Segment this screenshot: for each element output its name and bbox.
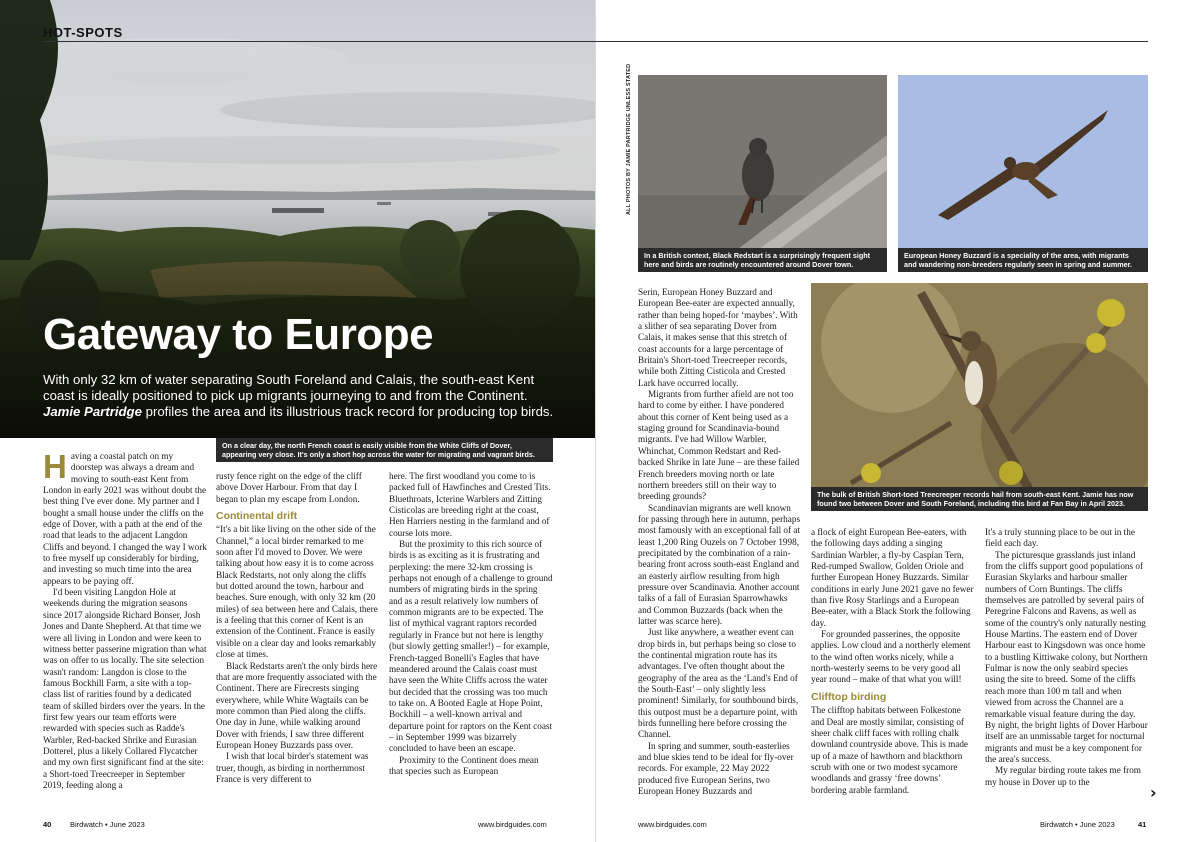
right-magazine-issue: Birdwatch • June 2023 [1040,820,1115,829]
body-paragraph: But the proximity to this rich source of birds is as exciting as it is frustrating and perplexing: the mere 32-km crossing is perhaps not enough of a challenge to ground numbers of migrating birds in the spring and as a result relatively low numbers of common migrants are to be expected. The list of mythical vagrant raptors recorded regularly in France but not here is lengthy (but slowly getting smaller!) – for example, French-tagged Bonelli's Eagles that have meandered around the Calais coast must have seen the White Cliffs across the water but decided that the crossing was too much to take on. A Booted Eagle at Hope Point, Bockhill – a well-known arrival and departure point for raptors on the Kent coast – in September 1999 was bizarrely concluded to have been an escape. [389,539,553,754]
body-paragraph: In spring and summer, south-easterlies and blue skies tend to be ideal for fly-over records. For example, 22 May 2022 produced five European Serins, two European Honey Buzzards and [638,740,794,797]
body-paragraph: a flock of eight European Bee-eaters, with the following days adding a singing Sardinian Warbler, a fly-by Caspian Tern, Red-rumped Swallow, Golden Oriole and further European Honey Buzzards. Similar conditions in early June 2021 gave no fewer than five Rosy Starlings and a European Bee-eater, with a Black Stork the following day. [811,527,974,628]
body-paragraph: My regular birding route takes me from my house in Dover up to the [985,765,1141,787]
standfirst-text: With only 32 km of water separating South Foreland and Calais, the south-east Kent coast is ideally positioned to pick up migrants journeying to and from the Continent. [43,372,535,403]
body-column-2 [216,471,380,807]
black-redstart-image [638,75,887,272]
body-paragraph: “It's a bit like living on the other side of the Channel,” a local birder remarked to me soon after I'd moved to Dover. We were talking about how easy it is to come across Black Redstarts, not only along the cliffs but dotted around the town, harbour and beaches. Sure enough, with only 32 km (20 miles) of sea between here and Calais, there is a feeling that this corner of Kent is an extension of the Continent. France is easily visible on a clear day and looks remarkably close at times. [216,524,378,660]
honey-buzzard-image [898,75,1148,272]
body-paragraph: For grounded passerines, the opposite applies. Low cloud and a northerly element to the wind often works nicely, while a north-westerly seems to be very good all year round – make of that what you will! [811,629,971,685]
left-page-number: 40 [43,820,52,829]
next-page-arrow-icon[interactable]: › [1150,783,1157,802]
black-redstart-photo [638,75,887,272]
body-paragraph: here. The first woodland you come to is packed full of Hawfinches and Crested Tits. Bluethroats, Icterine Warblers and Zitting Cisticolas are breeding right at the coast, Hen Harriers nesting in the farmland and of course lots more. [389,471,551,538]
photo-credit [626,63,636,215]
header-rule [43,41,596,42]
author-name: Jamie Partridge [43,404,142,419]
left-website-link[interactable]: www.birdguides.com [478,820,547,829]
body-paragraph: rusty fence right on the edge of the cliff above Dover Harbour. From that day I began to plan my escape from London. [216,471,362,504]
body-paragraph: I'd been visiting Langdon Hole at weekends during the migration seasons since 2017 alongside Richard Bonser, Josh Jones and Dante Shepherd. At that time we were all living in London and were keen to witness better passerine migration than what was on offer to us locally. The site selection wasn't random: Langdon is close to the famous Bockhill Farm, a site with a top-class list of rarities found by a dedicated team of skilled birders over the years. In the first few years our team efforts were rewarded with species such as Radde's Warbler, Red-backed Shrike and Eurasian Dotterel, plus a likely Collared Flycatcher and my own first significant find at the site: a Short-toed Treecreeper in September 2019, feeding along a [43,587,207,790]
honey-buzzard-photo [898,75,1148,272]
body-paragraph: Just like anywhere, a weather event can drop birds in, but perhaps being so close to the continental migration route has its advantages. I've often thought about the geography of the area as the ‘Land's End of the South-East’ – only slightly less prominent! Similarly, for southbound birds, this outpost must be a departure point, with birds funnelling here before crossing the Channel. [638,627,799,740]
body-paragraph: Migrants from further afield are not too hard to come by either. I have pondered about this corner of Kent being used as a staging ground for Scandinavia-bound migrants. I've had Willow Warbler, Whinchat, Common Redstart and Red-backed Shrike in late June – are these failed French breeders moving north or late northern breeders still on their way to breeding grounds? [638,389,800,502]
body-column-3 [389,471,553,807]
body-column-6 [985,527,1148,807]
body-paragraph: It's a truly stunning place to be out in the field each day. [985,527,1135,549]
article-title: Gateway to Europe [43,310,434,359]
short-toed-treecreeper-image [811,283,1148,511]
body-paragraph: The picturesque grasslands just inland from the cliffs support good populations of Eurasian Skylarks and harbour smaller numbers of Corn Buntings. The cliffs themselves are patrolled by several pairs of Peregrine Falcons and Ravens, as well as some of the country's only naturally nesting House Martins. The eastern end of Dover Harbour east to Kingsdown was once home to a bustling Kittiwake colony, but Northern Fulmar is now the only seabird species using the site to breed. Some of the cliffs reach more than 100 m tall and when viewed from across the Channel are a remarkable visual feature during the day. By night, the bright lights of Dover Harbour itself are an unmissable target for nocturnal migrants and must be a key component for the area's success. [985,549,1148,764]
photo-credit-text: ALL PHOTOS BY JAMIE PARTRIDGE UNLESS STATED [626,63,632,215]
body-column-4 [638,287,802,807]
drop-cap: H [43,451,67,485]
redstart-caption: In a British context, Black Redstart is a surprisingly frequent sight here and birds are routinely encountered around Dover town. [638,248,887,272]
section-label: HOT-SPOTS [43,25,123,40]
left-magazine-issue: Birdwatch • June 2023 [70,820,145,829]
body-paragraph: Serin, European Honey Buzzard and European Bee-eater are expected annually, rather than being hoped-for ‘maybes’. With a slither of sea separating Dover from Calais, it makes sense that this stretch of coast accounts for a large percentage of Britain's Short-toed Treecreeper records, while both Zitting Cisticola and Crested Lark have occurred locally. [638,287,798,388]
standfirst-tail: profiles the area and its illustrious track record for producing top birds. [145,404,554,419]
body-column-5 [811,527,976,807]
treecreeper-photo [811,283,1148,511]
right-page-number: 41 [1138,820,1147,829]
body-paragraph: I wish that local birder's statement was truer, though, as birding in northernmost France is very different to [216,751,369,784]
header-rule [596,41,1148,42]
body-paragraph: The clifftop habitats between Folkestone and Deal are mostly similar, consisting of sheer chalk cliff faces with rolling chalk downland countryside above. This is made up of a maze of hawthorn and blackthorn scrub with one or two modest sycamore woodlands and grassy ‘free downs’ bordering arable farmland. [811,705,969,795]
body-paragraph: Proximity to the Continent does mean that species such as European [389,754,539,776]
body-paragraph: Black Redstarts aren't the only birds here that are more frequently associated with the Continent. There are Firecrests singing everywhere, while White Wagtails can be more common than Pied along the cliffs. One day in June, while walking around Dover with friends, I saw three different European Honey Buzzards pass over. [216,660,378,750]
body-column-1 [43,451,207,807]
opening-text: aving a coastal patch on my doorstep was always a dream and moving to south-east Kent from London in early 2021 was without doubt the best thing I've ever done. My partner and I bought a small house under the cliffs on the edge of Dover, with a path at the end of the road that leads to the adjacent Langdon Cliffs and beyond. I changed the way I work to free myself up considerably for birding, and investing so much time into the area appears to be paying off. [43,451,207,586]
subheading-clifftop-birding: Clifftop birding [811,690,887,703]
buzzard-caption: European Honey Buzzard is a speciality of the area, with migrants and wandering non-breeders regularly seen in spring and summer. [898,248,1148,272]
right-website-link[interactable]: www.birdguides.com [638,820,707,829]
hero-caption: On a clear day, the north French coast is easily visible from the White Cliffs of Dover, appearing very close. It's only a short hop across the water for migrating and vagrant birds. [216,438,553,462]
standfirst [43,372,563,420]
body-paragraph: Scandinavian migrants are well known for passing through here in autumn, perhaps most famously with an exceptional fall of at least 1,200 Ring Ouzels on 7 October 1998, precipitated by the combination of a rain-bearing front across south-east England and an easterly airflow resulting from high pressure over Scandinavia. Another account talks of a fall of Eurasian Sparrowhawks and Common Buzzards (back when the latter was scarce here). [638,502,801,626]
opening-paragraph [43,451,207,587]
subheading-continental-drift: Continental drift [216,510,298,523]
treecreeper-caption: The bulk of British Short-toed Treecreeper records hail from south-east Kent. Jamie has now found two between Dover and South Foreland, including this bird at Fan Bay in April 2023. [811,487,1148,511]
